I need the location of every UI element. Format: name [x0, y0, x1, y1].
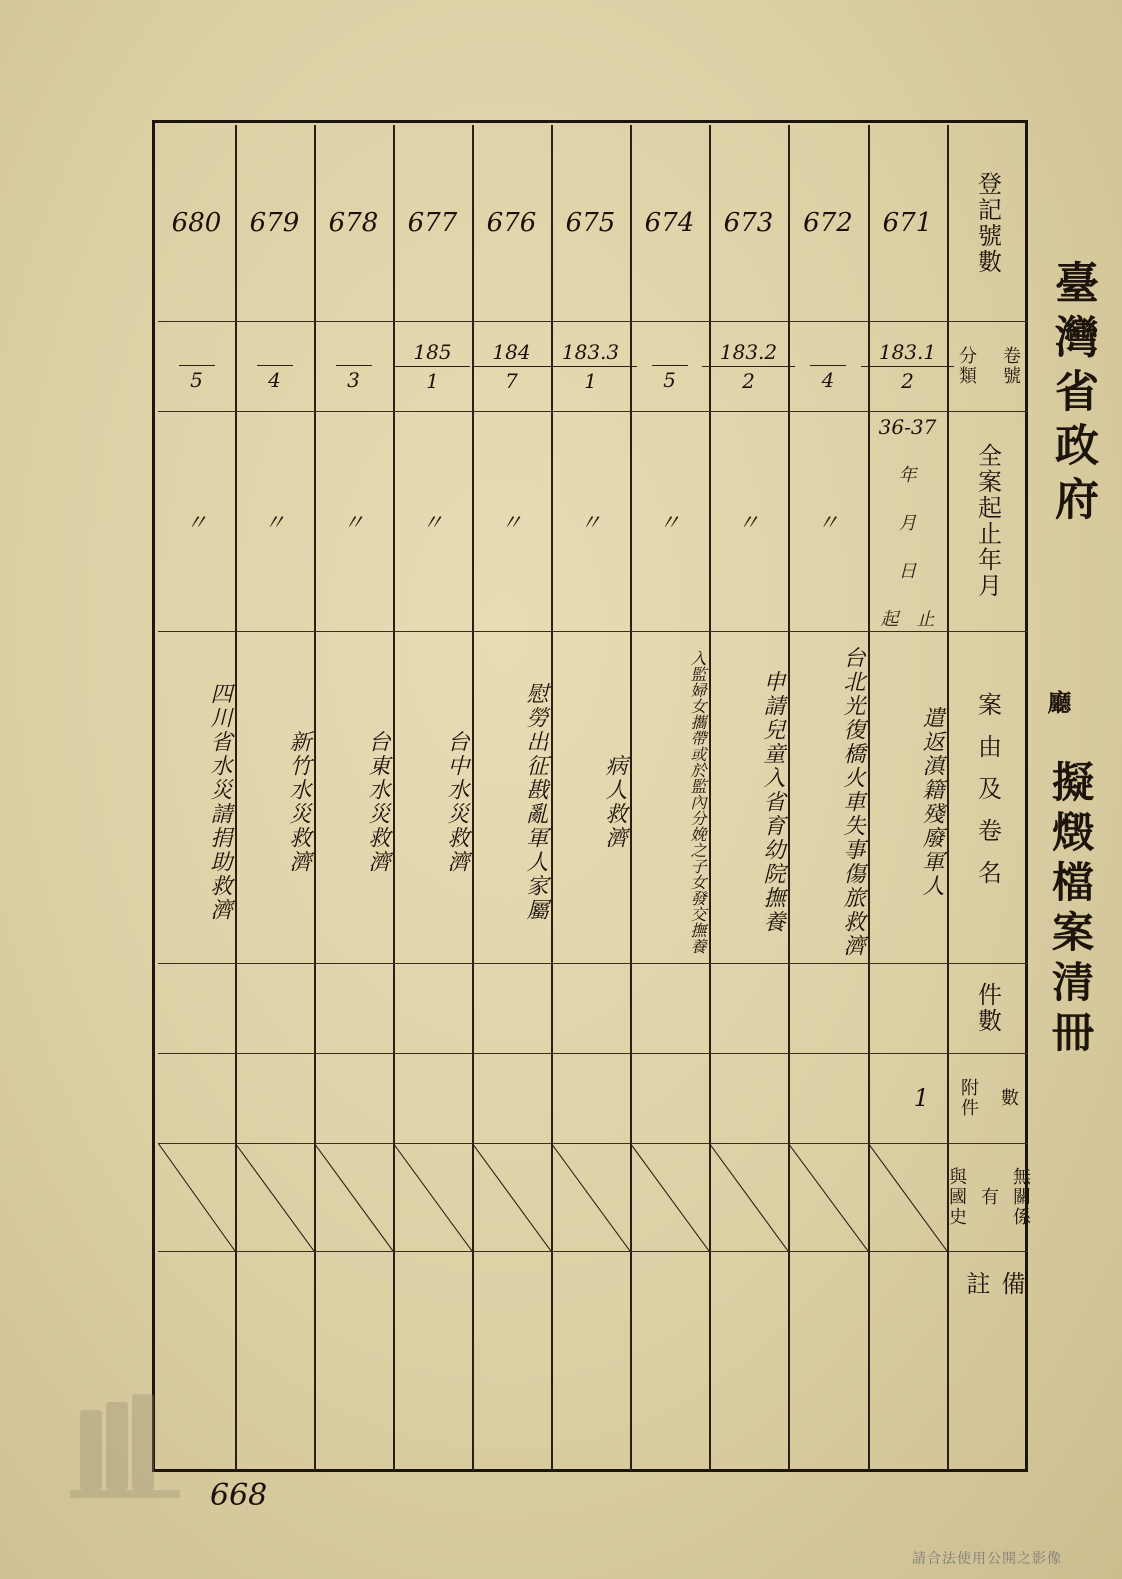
count-value: [630, 963, 709, 1053]
archive-logo-watermark: [60, 1380, 190, 1510]
count-value: [788, 963, 868, 1053]
header-period: 全案起止年月: [973, 443, 1002, 599]
header-class-volume: [947, 321, 1029, 411]
registration-number: 679: [249, 208, 300, 238]
attachment-count: [551, 1053, 630, 1143]
volume-number: 1: [584, 368, 597, 393]
fraction: [861, 340, 954, 393]
registration-number: 677: [407, 208, 458, 238]
class-volume-number: [788, 321, 868, 411]
volume-number: 4: [268, 367, 281, 392]
count-value: [709, 963, 788, 1053]
header-attach-count-label: 數: [998, 1088, 1019, 1108]
registration-number: 671: [882, 208, 933, 238]
history-relation-diagonal: [158, 1143, 235, 1251]
history-relation-diagonal: [868, 1143, 947, 1251]
class-volume-number: [158, 321, 235, 411]
remarks-cell: [551, 1251, 630, 1473]
volume-number: 5: [190, 367, 203, 392]
fraction: [810, 341, 846, 392]
count-value: [314, 963, 393, 1053]
history-relation-diagonal: [630, 1143, 709, 1251]
class-volume-number: [235, 321, 314, 411]
attachment-count: [630, 1053, 709, 1143]
period-year-label: 年: [898, 465, 917, 486]
remarks-cell: [393, 1251, 472, 1473]
attachment-count: [788, 1053, 868, 1143]
class-volume-number: [393, 321, 472, 411]
registration-number: 675: [565, 208, 616, 238]
document-name: 擬燬檔案清冊: [1046, 760, 1095, 1060]
header-relation-b: 有: [978, 1187, 999, 1207]
period-value: 〃: [500, 510, 523, 536]
class-volume-number: [472, 321, 551, 411]
attachment-count: [393, 1053, 472, 1143]
class-volume-number: [630, 321, 709, 411]
remarks-cell: [235, 1251, 314, 1473]
subject-text: 台東水災救濟: [365, 730, 390, 874]
volume-number: 7: [505, 368, 518, 393]
volume-number: 2: [901, 368, 914, 393]
subject-text: 慰勞出征戡亂軍人家屬: [523, 682, 548, 922]
remarks-cell: [868, 1251, 947, 1473]
fraction: [257, 341, 293, 392]
volume-number: 3: [347, 367, 360, 392]
attachment-count: [158, 1053, 235, 1143]
class-number: [257, 341, 293, 366]
fraction: [179, 341, 215, 392]
subject-text: 病人救濟: [602, 754, 627, 850]
period-value: 〃: [579, 510, 602, 536]
history-relation-diagonal: [709, 1143, 788, 1251]
header-national-history: [947, 1143, 1029, 1251]
period-value: 〃: [658, 510, 681, 536]
class-volume-number: [709, 321, 788, 411]
subject-text: 入監婦女攜帶或於監內分娩之子女發交撫養: [688, 650, 707, 954]
count-value: [551, 963, 630, 1053]
subject-text: 新竹水災救濟: [286, 730, 311, 874]
period-value: 〃: [737, 510, 760, 536]
registration-number: 674: [644, 208, 695, 238]
fraction: [544, 340, 637, 393]
registration-number: 672: [803, 208, 853, 238]
history-relation-diagonal: [788, 1143, 868, 1251]
registration-number: 676: [486, 208, 537, 238]
fraction: [336, 341, 372, 392]
history-relation-diagonal: [551, 1143, 630, 1251]
class-number: 183.3: [544, 340, 637, 367]
header-registration-number: 登記號數: [973, 171, 1002, 275]
period-value: 〃: [263, 510, 286, 536]
remarks-cell: [709, 1251, 788, 1473]
class-number: [336, 341, 372, 366]
count-value: [472, 963, 551, 1053]
period-value: 〃: [185, 510, 208, 536]
office-label-top: 廳: [1043, 690, 1072, 714]
history-relation-diagonal: [314, 1143, 393, 1251]
attachment-count: [314, 1053, 393, 1143]
volume-number: 2: [742, 368, 755, 393]
class-number: 185: [395, 340, 469, 367]
subject-text: 四川省水災請捐助救濟: [207, 682, 232, 922]
usage-notice: 請合法使用公開之影像: [912, 1551, 1062, 1567]
class-number: [652, 341, 688, 366]
class-volume-number: [551, 321, 630, 411]
class-number: 184: [474, 340, 548, 367]
period-day-label: 日: [898, 561, 917, 582]
class-number: [179, 341, 215, 366]
count-value: [868, 963, 947, 1053]
fraction: [652, 341, 688, 392]
fraction: [702, 340, 795, 393]
class-volume-number: [868, 321, 947, 411]
page-number: 668: [210, 1478, 268, 1513]
fraction: [474, 340, 548, 393]
class-number: 183.2: [702, 340, 795, 367]
registration-number: 678: [328, 208, 379, 238]
remarks-cell: [630, 1251, 709, 1473]
header-attachments: [947, 1053, 1029, 1143]
count-value: [158, 963, 235, 1053]
period-start-end-label: 起 止: [880, 609, 935, 630]
period-value: [868, 411, 947, 631]
period-value: 〃: [421, 510, 444, 536]
header-volume-label: 卷號: [1000, 346, 1021, 386]
attachment-count: [472, 1053, 551, 1143]
subject-text: 台北光復橋火車失事傷旅救濟: [840, 646, 865, 958]
header-remarks: 備註: [962, 1271, 1025, 1435]
period-month-label: 月: [898, 513, 917, 534]
subject-text: 台中水災救濟: [444, 730, 469, 874]
history-relation-diagonal: [235, 1143, 314, 1251]
class-number: [810, 341, 846, 366]
header-class-label: 分類: [956, 346, 977, 386]
attachment-count: 1: [913, 1084, 929, 1112]
volume-number: 5: [663, 367, 676, 392]
header-count: 件數: [973, 982, 1002, 1034]
subject-text: 遣返滇籍殘廢軍人: [919, 706, 944, 898]
registration-number: 680: [171, 208, 222, 238]
attachment-count: [235, 1053, 314, 1143]
history-relation-diagonal: [393, 1143, 472, 1251]
register-table: [152, 120, 1031, 1472]
class-volume-number: [314, 321, 393, 411]
header-attach-label: 附件: [958, 1078, 979, 1118]
remarks-cell: [472, 1251, 551, 1473]
header-relation-a: 無關係: [1010, 1167, 1031, 1227]
fraction: [395, 340, 469, 393]
header-subject: 案由及卷名: [973, 692, 1002, 902]
header-relation-c: 與國史: [946, 1167, 967, 1227]
remarks-cell: [314, 1251, 393, 1473]
attachment-count: [709, 1053, 788, 1143]
volume-number: 1: [426, 368, 439, 393]
remarks-cell: [788, 1251, 868, 1473]
subject-text: 申請兒童入省育幼院撫養: [760, 670, 785, 934]
history-relation-diagonal: [472, 1143, 551, 1251]
volume-number: 4: [821, 367, 835, 392]
class-number: 183.1: [861, 340, 954, 367]
period-years: 36-37: [878, 415, 937, 439]
registration-number: 673: [723, 208, 774, 238]
period-value: 〃: [816, 510, 839, 536]
count-value: [235, 963, 314, 1053]
government-title: 臺灣省政府: [1047, 260, 1098, 530]
period-value: 〃: [342, 510, 365, 536]
count-value: [393, 963, 472, 1053]
